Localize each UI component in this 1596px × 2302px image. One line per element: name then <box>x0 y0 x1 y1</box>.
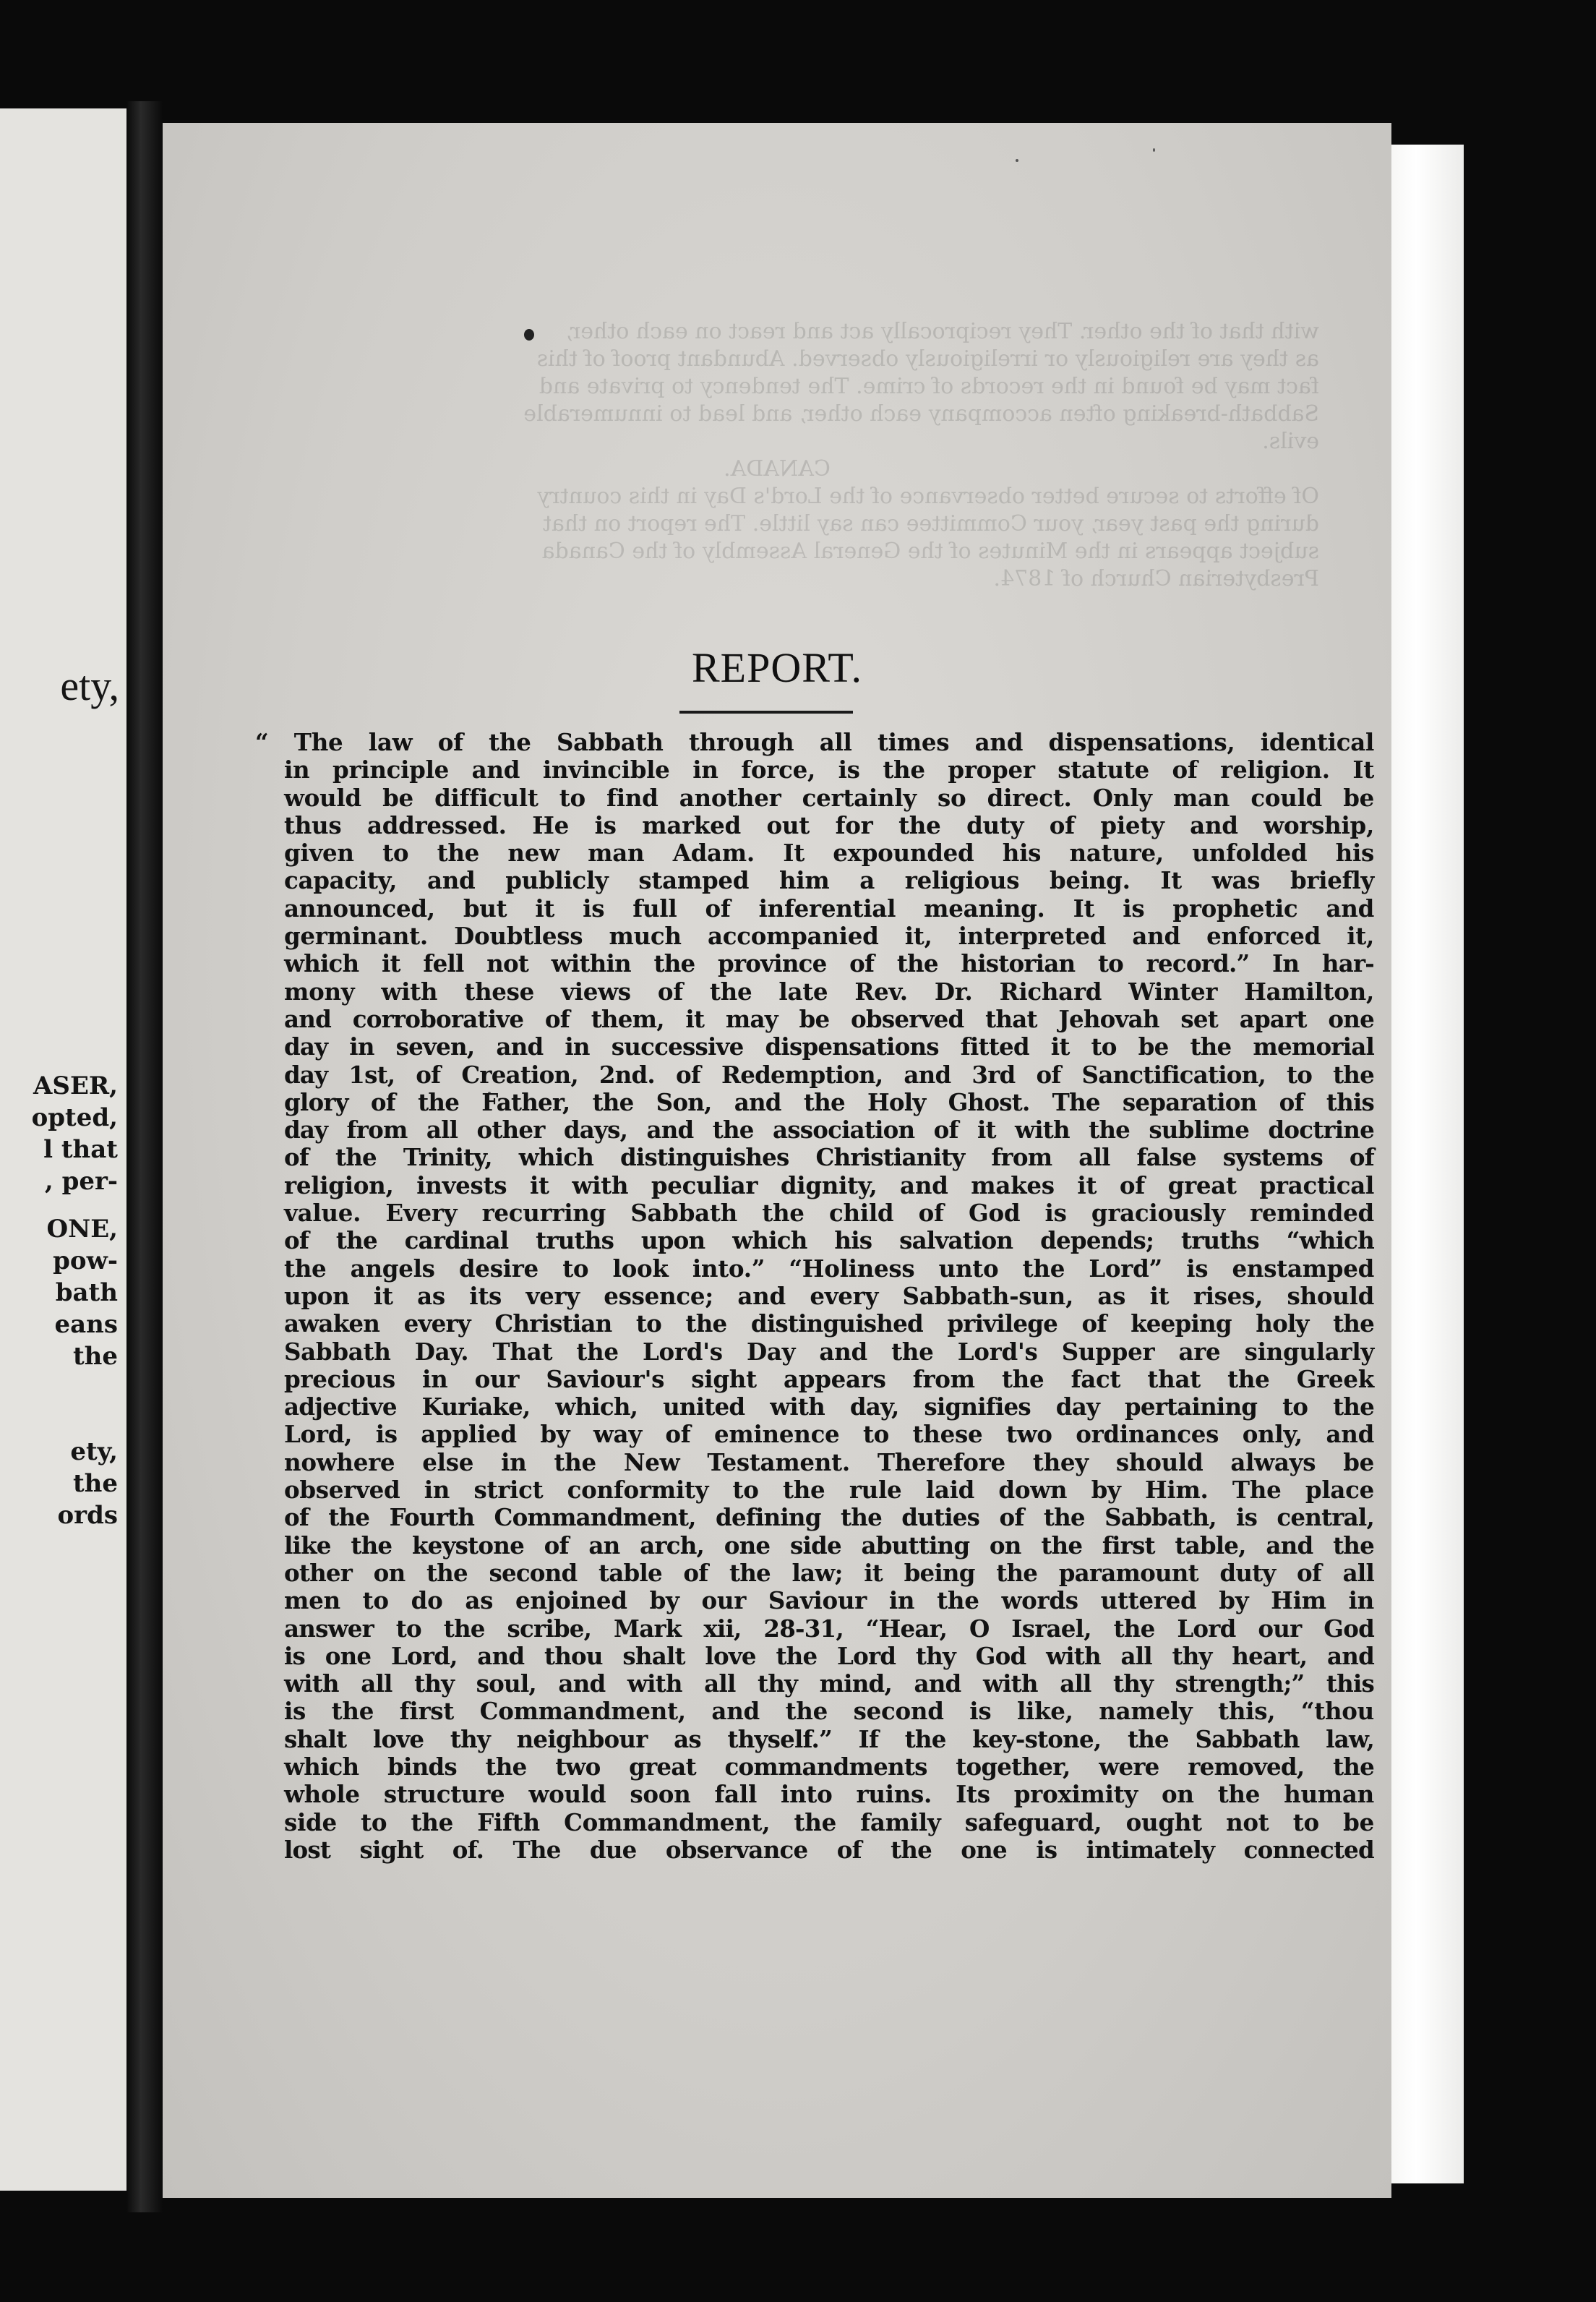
text-line: value. Every recurring Sabbath the child of God is graciously reminded <box>284 1199 1374 1228</box>
left-line-gap <box>32 1372 118 1388</box>
text-line: thus addressed. He is marked out for the duty of piety and worship, <box>284 810 1374 839</box>
text-line: would be difficult to find another certainly so direct. Only man could be <box>284 783 1374 812</box>
text-line: whole structure would soon fall into ruins. Its proximity on the human <box>284 1780 1374 1809</box>
left-page-title-fragment: ety, <box>60 662 119 709</box>
text-line: announced, but it is full of inferential meaning. It is prophetic and <box>284 894 1374 923</box>
left-line: pow- <box>53 1246 118 1275</box>
title-rule <box>679 711 853 714</box>
paper-speck <box>1153 148 1155 152</box>
left-facing-page <box>0 108 126 2191</box>
left-line-gap <box>32 1420 118 1436</box>
text-line: answer to the scribe, Mark xii, 28-31, “Hear, O Israel, the Lord our God <box>284 1614 1374 1643</box>
left-line: opted, <box>31 1103 118 1132</box>
text-line: and corroborative of them, it may be observed that Jehovah set apart one <box>284 1004 1374 1033</box>
text-line: nowhere else in the New Testament. Therefore they should always be <box>284 1447 1374 1476</box>
text-line: adjective Kuriake, which, united with day, signifies day pertaining to the <box>284 1392 1374 1421</box>
paper-speck <box>1016 159 1018 162</box>
text-line: upon it as its very essence; and every Sabbath-sun, as it rises, should <box>284 1281 1374 1310</box>
report-body <box>255 729 1374 1864</box>
text-line: capacity, and publicly stamped him a religious being. It was briefly <box>284 866 1374 895</box>
text-line: glory of the Father, the Son, and the Holy Ghost. The separation of this <box>284 1087 1374 1116</box>
left-line: ords <box>57 1501 118 1530</box>
text-line: of the Trinity, which distinguishes Christianity from all false systems of <box>284 1143 1374 1172</box>
text-line: awaken every Christian to the distinguished privilege of keeping holy the <box>284 1309 1374 1338</box>
left-page-line-fragments <box>32 1070 118 1531</box>
book-gutter <box>126 101 163 2212</box>
left-line: ety, <box>70 1437 118 1466</box>
left-line-gap <box>32 1388 118 1404</box>
text-line: in principle and invincible in force, is the proper statute of religion. It <box>284 756 1374 784</box>
left-line-gap <box>32 1404 118 1420</box>
text-line: which binds the two great commandments together, were removed, the <box>284 1752 1374 1781</box>
left-line-gap <box>32 1197 118 1213</box>
text-line: like the keystone of an arch, one side abutting on the first table, and the <box>284 1531 1374 1559</box>
text-line: with all thy soul, and with all thy mind, and with all thy strength;” this <box>284 1669 1374 1698</box>
text-line: Lord, is applied by way of eminence to these two ordinances only, and <box>284 1420 1374 1449</box>
text-line: observed in strict conformity to the rule laid down by Him. The place <box>284 1476 1374 1505</box>
text-line: which it fell not within the province of the historian to record.” In har- <box>284 949 1374 978</box>
bleed-through-text: with that of the other. They reciprocally act and react on each other, as they are religiously or irreligiously observed. Abundant proof of this fact may be found in the records of crime. The tendency to private and Sabbath-breaking often accompany each other, and lead to innumerable evils. CANADA. Of efforts to secure better observance of the Lord's Day in this country during the past year, your Committee can say little. The report on that subject appears in the Minutes of the General Assembly of the Canada Presbyterian Church of 1874. <box>523 319 1319 591</box>
text-line: day from all other days, and the association of it with the sublime doctrine <box>284 1116 1374 1144</box>
text-line: precious in our Saviour's sight appears from the fact that the Greek <box>284 1364 1374 1393</box>
report-page <box>163 123 1391 2198</box>
text-line: men to do as enjoined by our Saviour in the words uttered by Him in <box>284 1586 1374 1615</box>
text-line: of the cardinal truths upon which his salvation depends; truths “which <box>284 1226 1374 1255</box>
text-line: shalt love thy neighbour as thyself.” If the key-stone, the Sabbath law, <box>284 1724 1374 1753</box>
left-line: ASER, <box>33 1071 118 1100</box>
text-line: germinant. Doubtless much accompanied it, interpreted and enforced it, <box>284 922 1374 951</box>
text-line: other on the second table of the law; it being the paramount duty of all <box>284 1558 1374 1587</box>
text-line: is one Lord, and thou shalt love the Lord thy God with all thy heart, and <box>284 1641 1374 1670</box>
text-line: is the first Commandment, and the second is like, namely this, “thou <box>284 1697 1374 1726</box>
left-line: l that <box>43 1135 118 1164</box>
text-line: Sabbath Day. That the Lord's Day and the Lord's Supper are singularly <box>284 1337 1374 1366</box>
text-line: day in seven, and in successive dispensations fitted it to be the memorial <box>284 1032 1374 1061</box>
left-line: the <box>72 1469 118 1498</box>
text-line: given to the new man Adam. It expounded his nature, unfolded his <box>284 839 1374 868</box>
left-line: ONE, <box>46 1215 118 1244</box>
left-line: bath <box>55 1278 118 1307</box>
left-line: eans <box>54 1310 118 1339</box>
left-line: the <box>72 1342 118 1371</box>
text-line: the angels desire to look into.” “Holiness unto the Lord” is enstamped <box>284 1254 1374 1283</box>
text-line: day 1st, of Creation, 2nd. of Redemption, and 3rd of Sanctification, to the <box>284 1060 1374 1089</box>
text-line: mony with these views of the late Rev. Dr. Richard Winter Hamilton, <box>284 977 1374 1006</box>
text-line: of the Fourth Commandment, defining the duties of the Sabbath, is central, <box>284 1503 1374 1532</box>
ink-blot <box>524 329 534 341</box>
text-line: religion, invests it with peculiar dignity, and makes it of great practical <box>284 1171 1374 1199</box>
left-line: , per- <box>44 1167 118 1196</box>
text-line: lost sight of. The due observance of the one is intimately connected <box>284 1835 1374 1864</box>
text-line: side to the Fifth Commandment, the family safeguard, ought not to be <box>284 1807 1374 1836</box>
text-line: “ The law of the Sabbath through all times and dispensations, identical <box>255 728 1374 756</box>
page-edge-stack <box>1382 145 1464 2183</box>
page-title: REPORT. <box>691 644 863 691</box>
